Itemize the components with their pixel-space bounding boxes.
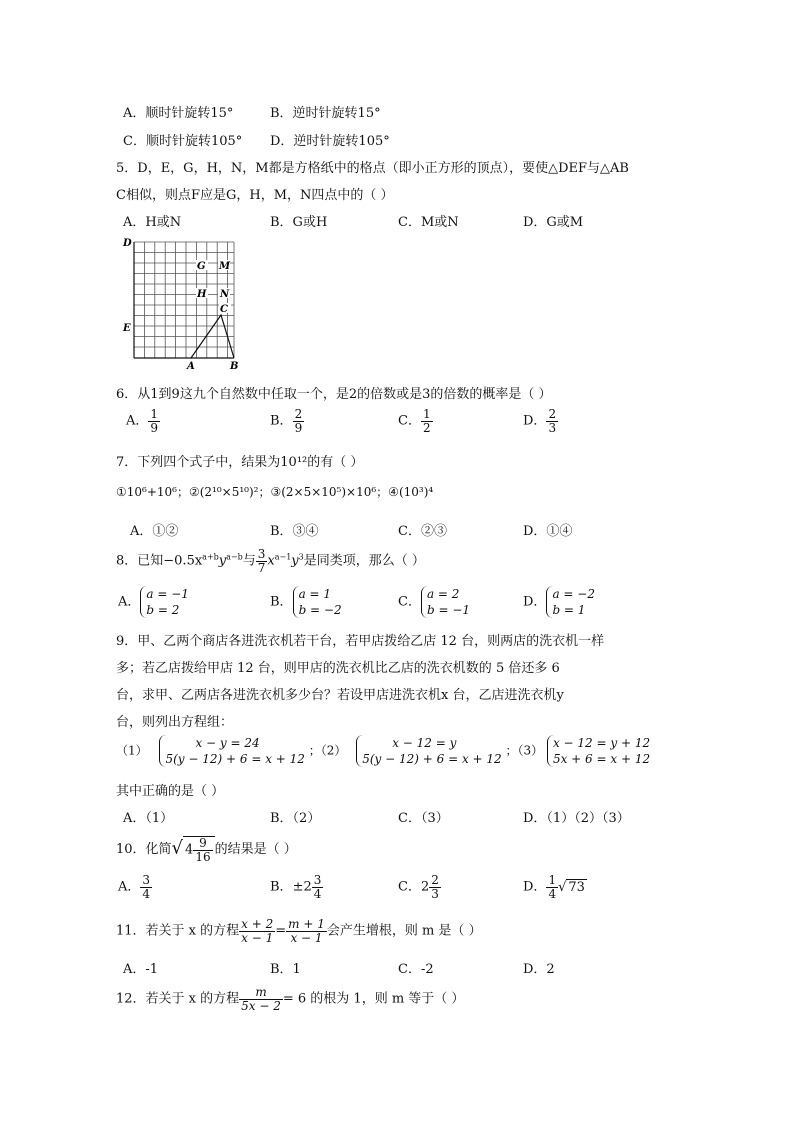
q6-stem: 6．从1到9这九个自然数中任取一个，是2的倍数或是3的倍数的概率是（ ） — [116, 387, 552, 402]
q11-option-b: B．1 — [270, 962, 301, 977]
q4-option-c: C．顺时针旋转105° — [123, 134, 243, 149]
q5-stem-line2: C相似，则点F应是G，H，M，N四点中的（ ） — [116, 188, 394, 203]
label-n: N — [220, 289, 230, 300]
q7-expressions: ①10⁶+10⁶；②(2¹⁰×5¹⁰)²；③(2×5×10⁵)×10⁶；④(10³)⁴ — [116, 485, 434, 499]
q9-question: 其中正确的是（ ） — [116, 784, 225, 799]
grid-figure — [118, 236, 243, 372]
label-e: E — [123, 323, 131, 334]
q12-stem: 12．若关于 x 的方程 $\frac{m}{5x - 2}$ = 6 的根为 1，则 m 等于（ ） — [116, 985, 465, 1013]
q9-stem-line4: 台，则列出方程组： — [116, 715, 234, 730]
q8-option-d: D． a = −2 b = 1 — [523, 587, 595, 618]
q11-option-a: A．-1 — [123, 962, 159, 977]
q5-option-d: D．G或M — [523, 215, 584, 230]
q11-option-d: D．2 — [523, 962, 555, 977]
q9-stem-line1: 9．甲、乙两个商店各进洗衣机若干台，若甲店拨给乙店 12 台，则两店的洗衣机一样 — [116, 634, 605, 649]
label-a: A — [187, 361, 195, 372]
q10-option-b: B．±2 $\frac{3}{4}$ — [270, 873, 322, 901]
q4-option-a: A．顺时针旋转15° — [123, 106, 234, 121]
q8-stem: 8．已知$-0.5x^{a+b}y^{a-b}$与 $\frac{3}{7}$ $x^{a-1}y^3$是同类项，那么（ ） — [116, 547, 425, 575]
q7-option-c: C．②③ — [398, 524, 447, 539]
q8-option-b: B． a = 1 b = −2 — [270, 587, 342, 618]
q5-stem-line1: 5．D，E，G，H，N，M都是方格纸中的格点（即小正方形的顶点），要使△DEF与△AB — [116, 161, 629, 176]
q6-option-b: B． $\frac{2}{9}$ — [270, 407, 303, 435]
q10-option-a: A． $\frac{3}{4}$ — [118, 873, 151, 901]
q11-stem: 11．若关于 x 的方程 $\frac{x + 2}{x - 1}$ = $\frac{m + 1}{x - 1}$ 会产生增根，则 m 是（ ） — [116, 917, 482, 945]
q10-option-d: D． $\frac{1}{4}$ √ 73 — [523, 873, 585, 901]
label-d: D — [123, 238, 132, 249]
q8-option-c: C． a = 2 b = −1 — [398, 587, 471, 618]
q4-option-d: D．逆时针旋转105° — [270, 134, 390, 149]
q9-option-b: B．（2） — [270, 811, 321, 826]
q7-option-b: B．③④ — [270, 524, 319, 539]
q6-option-a: A． $\frac{1}{9}$ — [126, 407, 159, 435]
q9-stem-line2: 多；若乙店拨给甲店 12 台，则甲店的洗衣机比乙店的洗衣机数的 5 倍还多 6 — [116, 661, 560, 676]
q7-option-d: D．①④ — [523, 524, 573, 539]
q11-option-c: C．-2 — [398, 962, 434, 977]
q10-option-c: C．2 $\frac{2}{3}$ — [398, 873, 439, 901]
q6-option-d: D． $\frac{2}{3}$ — [523, 407, 557, 435]
q10-stem: 10．化简√ 4 $\frac{9}{16}$ 的结果是（ ） — [116, 836, 297, 864]
q7-option-a: A．①② — [130, 524, 179, 539]
q4-option-b: B．逆时针旋转15° — [270, 106, 381, 121]
label-b: B — [230, 361, 239, 372]
label-g: G — [197, 261, 206, 272]
q7-stem: 7．下列四个式子中，结果为10¹²的有（ ） — [116, 455, 364, 470]
q5-option-c: C．M或N — [398, 215, 459, 230]
q5-option-a: A．H或N — [123, 215, 182, 230]
label-h: H — [197, 289, 207, 300]
q9-option-a: A．（1） — [123, 811, 174, 826]
label-m: M — [219, 261, 231, 272]
q9-option-d: D．（1）（2）（3） — [523, 811, 630, 826]
q5-option-b: B．G或H — [270, 215, 328, 230]
q9-option-c: C．（3） — [398, 811, 449, 826]
q6-option-c: C． $\frac{1}{2}$ — [398, 407, 431, 435]
q8-option-a: A． a = −1 b = 2 — [118, 587, 189, 618]
q9-stem-line3: 台，求甲、乙两店各进洗衣机多少台？若设甲店进洗衣机x 台，乙店进洗衣机y — [116, 688, 564, 703]
label-c: C — [220, 304, 228, 315]
q9-systems: （1） x − y = 24 5(y − 12) + 6 = x + 12 ；（2） x − 12 = y 5(y − 12) + 6 = x + 12 ；（3） x − 12 = y + 12 5x + 6 = x + 12 — [116, 736, 651, 767]
